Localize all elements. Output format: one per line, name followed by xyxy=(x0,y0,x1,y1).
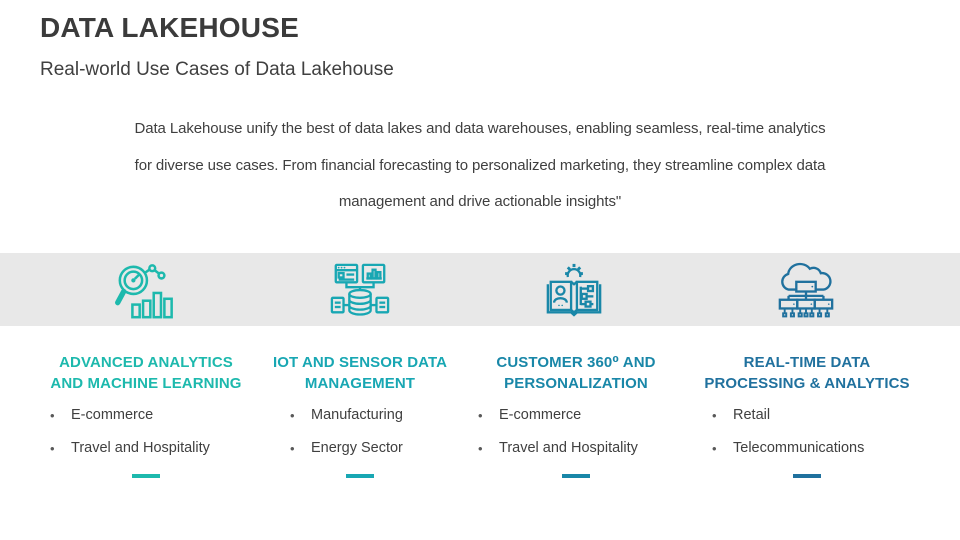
list-item xyxy=(712,439,924,459)
list-item-label: Manufacturing xyxy=(311,407,403,423)
use-case-column-realtime-processing xyxy=(690,352,924,486)
column-heading-line: MANAGEMENT xyxy=(304,375,416,392)
column-bullet-list xyxy=(466,406,686,459)
accent-dash xyxy=(132,474,160,478)
list-item xyxy=(50,406,264,426)
list-item-label: Travel and Hospitality xyxy=(71,440,210,456)
bullet-glyph: • xyxy=(712,408,717,423)
column-heading-line: ADVANCED ANALYTICS xyxy=(59,354,233,371)
column-heading xyxy=(250,352,470,394)
page-title: DATA LAKEHOUSE xyxy=(40,12,299,43)
column-bullet-list xyxy=(250,406,470,459)
bullet-glyph: • xyxy=(478,441,483,456)
column-heading xyxy=(690,352,924,394)
column-bullet-list xyxy=(28,406,264,459)
list-item xyxy=(50,439,264,459)
list-item-label: Telecommunications xyxy=(733,440,865,456)
column-heading xyxy=(28,352,264,394)
column-heading-line: PERSONALIZATION xyxy=(504,375,648,392)
accent-dash xyxy=(562,474,590,478)
use-case-column-advanced-analytics xyxy=(28,352,264,486)
column-heading-line: PROCESSING & ANALYTICS xyxy=(704,375,910,392)
bullet-glyph: • xyxy=(290,441,295,456)
use-case-column-customer-360 xyxy=(466,352,686,486)
column-heading-line: REAL-TIME DATA xyxy=(743,354,871,371)
iot-database-icon xyxy=(329,261,391,323)
list-item-label: Retail xyxy=(733,407,771,423)
column-heading-line: CUSTOMER 360⁰ AND xyxy=(496,354,656,371)
cloud-network-icon xyxy=(775,261,837,323)
bullet-glyph: • xyxy=(50,408,55,423)
accent-dash xyxy=(793,474,821,478)
page-subtitle: Real-world Use Cases of Data Lakehouse xyxy=(40,59,394,80)
list-item-label: Energy Sector xyxy=(311,440,403,456)
list-item xyxy=(290,406,470,426)
analytics-magnifier-icon xyxy=(114,261,176,323)
column-bullet-list xyxy=(690,406,924,459)
customer-360-book-icon xyxy=(543,261,605,323)
column-heading-line: IOT AND SENSOR DATA xyxy=(272,354,448,371)
list-item xyxy=(478,406,686,426)
accent-dash xyxy=(346,474,374,478)
use-case-column-iot-sensor xyxy=(250,352,470,486)
list-item-label: E-commerce xyxy=(499,407,582,423)
list-item xyxy=(478,439,686,459)
bullet-glyph: • xyxy=(478,408,483,423)
list-item-label: E-commerce xyxy=(71,407,154,423)
intro-paragraph: Data Lakehouse unify the best of data lakes and data warehouses, enabling seamless, real-time analytics for diverse use cases. From financial forecasting to personalized marketing, they streamline complex data management and drive actionable insights" xyxy=(134,120,826,211)
bullet-glyph: • xyxy=(290,408,295,423)
bullet-glyph: • xyxy=(712,441,717,456)
column-heading xyxy=(466,352,686,394)
column-heading-line: AND MACHINE LEARNING xyxy=(50,375,242,392)
list-item xyxy=(290,439,470,459)
list-item xyxy=(712,406,924,426)
bullet-glyph: • xyxy=(50,441,55,456)
list-item-label: Travel and Hospitality xyxy=(499,440,638,456)
